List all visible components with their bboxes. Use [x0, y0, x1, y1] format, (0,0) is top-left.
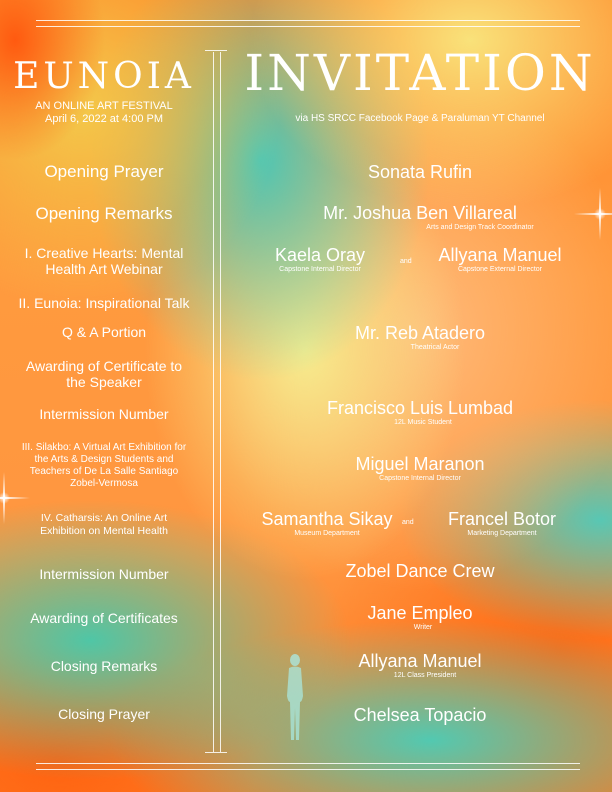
broadcast-channels: via HS SRCC Facebook Page & Paraluman YT Channel [295, 113, 545, 124]
speaker-name: Mr. Joshua Ben Villareal [323, 203, 517, 223]
festival-subtitle: AN ONLINE ART FESTIVAL [35, 100, 173, 112]
speaker-entry [432, 509, 572, 538]
speaker-role: Capstone External Director [457, 266, 543, 273]
divider-cap-top [205, 50, 227, 51]
speaker-role: 12L Music Student [394, 419, 452, 426]
speaker-entry [240, 651, 600, 680]
conjunction: and [400, 258, 412, 265]
speaker-entry [240, 603, 600, 632]
speaker-name: Allyana Manuel [358, 651, 482, 671]
speaker-entry [260, 245, 380, 274]
page-title: INVITATION [244, 44, 596, 102]
speaker-name: Kaela Oray [274, 245, 366, 265]
speaker-entry [240, 162, 600, 182]
festival-logo: EUNOIA [13, 56, 195, 97]
program-item: I. Creative Hearts: Mental Health Art Webinar [24, 245, 184, 277]
festival-date: April 6, 2022 at 4:00 PM [44, 113, 163, 125]
speaker-entry [240, 203, 600, 232]
speaker-name: Francel Botor [447, 509, 557, 529]
speaker-role: Arts and Design Track Coordinator [426, 224, 534, 231]
speaker-role: 12L Class President [393, 672, 457, 679]
speaker-role: Marketing Department [467, 530, 537, 537]
speaker-name: Miguel Maranon [355, 454, 485, 474]
speaker-entry [430, 245, 570, 274]
speaker-name: Francisco Luis Lumbad [326, 398, 514, 418]
speaker-role: Capstone Internal Director [279, 266, 361, 273]
conjunction: and [402, 519, 414, 526]
speaker-entry [254, 509, 400, 538]
program-item: Closing Remarks [50, 658, 158, 674]
column-divider [213, 52, 221, 752]
program-item: Q & A Portion [61, 324, 147, 340]
top-border-line [36, 20, 580, 21]
speaker-name: Allyana Manuel [438, 245, 562, 265]
program-item: Closing Prayer [58, 706, 150, 722]
speaker-entry [240, 705, 600, 725]
divider-cap-bottom [205, 752, 227, 753]
speaker-name: Sonata Rufin [367, 162, 473, 182]
program-item: III. Silakbo: A Virtual Art Exhibition for the Arts & Design Students and Teachers of De La Salle Santiago Zobel-Vermosa [21, 442, 187, 489]
program-item: Intermission Number [39, 566, 169, 582]
speaker-role: Museum Department [294, 530, 360, 537]
bottom-border-line [36, 763, 580, 764]
program-item: Awarding of Certificate to the Speaker [25, 358, 183, 390]
speaker-entry [240, 561, 600, 581]
festival-info [10, 100, 198, 126]
speaker-entry [240, 454, 600, 483]
top-border-line-inner [36, 26, 580, 27]
program-item: Intermission Number [39, 406, 169, 422]
bottom-border-line-inner [36, 769, 580, 770]
program-item: Awarding of Certificates [30, 610, 178, 626]
program-item: Opening Remarks [35, 204, 173, 223]
speaker-name: Samantha Sikay [261, 509, 393, 529]
speaker-name: Mr. Reb Atadero [354, 323, 486, 343]
speaker-role: Theatrical Actor [410, 344, 460, 351]
program-item: IV. Catharsis: An Online Art Exhibition on Mental Health [40, 512, 168, 537]
speaker-role: Writer [413, 624, 433, 631]
speaker-name: Zobel Dance Crew [345, 561, 495, 581]
speaker-entry [240, 323, 600, 352]
speaker-role: Capstone Internal Director [379, 475, 461, 482]
program-item: II. Eunoia: Inspirational Talk [18, 295, 190, 311]
speaker-name: Chelsea Topacio [353, 705, 487, 725]
speaker-entry [240, 398, 600, 427]
program-item: Opening Prayer [44, 162, 164, 181]
speaker-name: Jane Empleo [367, 603, 473, 623]
